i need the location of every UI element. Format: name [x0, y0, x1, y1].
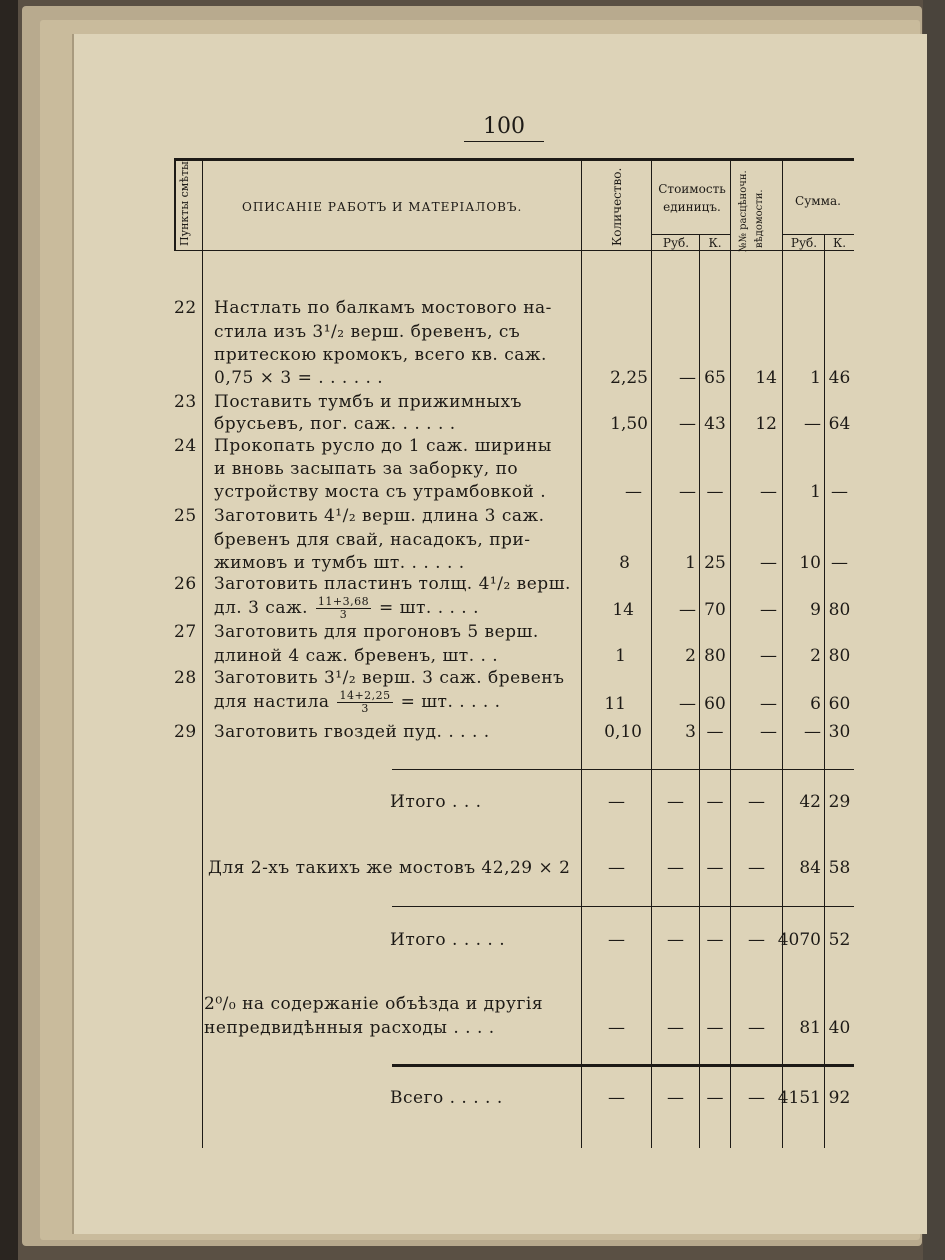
header-sum-kop: К.	[832, 236, 847, 250]
sum-kop-value: —	[831, 553, 848, 573]
sum-kop-value: 60	[828, 694, 851, 714]
sum-rub-value: 1	[810, 482, 821, 502]
unit-rub-value: —	[679, 368, 696, 388]
header-sum: Сумма.	[795, 194, 841, 208]
total-label-line: непредвидѣнныя расходы . . . .	[204, 1018, 495, 1038]
document-page	[72, 34, 927, 1234]
sum-rub-value: —	[804, 414, 821, 434]
unit-kop-value: —	[706, 930, 724, 950]
row-description-line: Настлать по балкамъ мостового на-	[214, 298, 552, 318]
unit-rub-value: —	[679, 482, 696, 502]
sum-rub-value: 2	[810, 646, 821, 666]
total-label: Итого . . .	[390, 792, 482, 812]
unit-rub-value: —	[667, 858, 684, 878]
ref-value: —	[748, 792, 765, 812]
row-description-line: длиной 4 саж. бревенъ, шт. . .	[214, 646, 499, 666]
row-description-line: бревенъ для свай, насадокъ, при-	[214, 530, 531, 550]
header-ref-line2: вѣдомости.	[754, 189, 765, 248]
quantity-value: 1	[615, 646, 626, 666]
ref-value: —	[760, 553, 777, 573]
ref-value: 12	[755, 414, 777, 434]
unit-kop-value: 80	[704, 646, 726, 666]
totals-separator-1	[392, 769, 854, 770]
unit-kop-value: —	[706, 858, 724, 878]
sum-kop-value: 92	[828, 1088, 851, 1108]
unit-rub-value: —	[679, 600, 696, 620]
unit-rub-value: —	[667, 1018, 684, 1038]
unit-kop-value: —	[706, 482, 724, 502]
row-description-line: притескою кромокъ, всего кв. саж.	[214, 345, 547, 365]
quantity-value: —	[608, 1088, 625, 1108]
sum-kop-value: 58	[828, 858, 851, 878]
quantity-value: 11	[604, 694, 626, 714]
fraction	[337, 690, 392, 715]
unit-rub-value: 3	[685, 722, 696, 742]
sum-kop-value: 46	[828, 368, 851, 388]
quantity-value: 0,10	[604, 722, 642, 742]
header-unit-rub: Руб.	[662, 236, 690, 250]
sum-rub-value: 1	[810, 368, 821, 388]
unit-kop-value: 25	[704, 553, 726, 573]
unit-kop-value: —	[706, 722, 724, 742]
unit-rub-value: —	[679, 414, 696, 434]
ref-value: —	[760, 600, 777, 620]
row-description-tail: = шт. . . . .	[379, 598, 480, 618]
row-description-line: Заготовить 3¹/₂ верш. 3 саж. бревенъ	[214, 668, 565, 688]
sum-rub-value: 84	[799, 858, 821, 878]
row-description-line: и вновь засыпать за заборку, по	[214, 459, 519, 479]
total-label: Для 2-хъ такихъ же мостовъ 42,29 × 2	[208, 858, 571, 878]
sum-kop-value: 40	[828, 1018, 851, 1038]
total-label: Итого . . . . .	[390, 930, 506, 950]
total-label-line: 2⁰/₀ на содержаніе объѣзда и другія	[204, 994, 544, 1014]
sum-kop-value: 64	[828, 414, 851, 434]
unit-kop-value: —	[706, 1088, 724, 1108]
ref-value: —	[760, 694, 777, 714]
row-number: 23	[174, 392, 197, 412]
sum-kop-value: 29	[828, 792, 851, 812]
quantity-value: —	[608, 858, 625, 878]
unit-rub-value: —	[667, 930, 684, 950]
ref-value: —	[748, 1088, 765, 1108]
table-left-border	[174, 158, 176, 251]
fraction-denominator: 3	[339, 608, 348, 621]
quantity-value: —	[625, 482, 642, 502]
sum-rub-value: 4151	[777, 1088, 821, 1108]
quantity-value: —	[608, 792, 625, 812]
ref-value: 14	[755, 368, 777, 388]
unit-kop-value: 65	[704, 368, 726, 388]
quantity-value: 8	[619, 553, 630, 573]
ref-value: —	[748, 930, 765, 950]
totals-separator-3	[392, 1064, 854, 1067]
fraction-denominator: 3	[361, 702, 369, 715]
header-ref-line1: №№ расцѣночн.	[738, 170, 749, 252]
row-number: 24	[174, 436, 197, 456]
unit-kop-value: —	[706, 792, 724, 812]
row-description-text: дл. 3 саж.	[214, 598, 308, 618]
sum-rub-value: 81	[799, 1018, 821, 1038]
row-number: 28	[174, 668, 197, 688]
unit-kop-value: —	[706, 1018, 724, 1038]
unit-kop-value: 43	[704, 414, 726, 434]
row-description-line: Заготовить гвоздей пуд. . . . .	[214, 722, 490, 742]
fraction	[316, 596, 371, 621]
sum-kop-value: 80	[828, 646, 851, 666]
totals-separator-2	[392, 906, 854, 907]
row-description-line: Заготовить пластинъ толщ. 4¹/₂ верш.	[214, 574, 571, 594]
unit-rub-value: —	[667, 1088, 684, 1108]
row-number: 26	[174, 574, 197, 594]
ref-value: —	[748, 1018, 765, 1038]
header-sum-rub: Руб.	[790, 236, 818, 250]
sum-rub-value: 42	[799, 792, 821, 812]
row-number: 29	[174, 722, 197, 742]
row-description-line: Заготовить 4¹/₂ верш. длина 3 саж.	[214, 506, 545, 526]
header-unit-cost: Стоимость единицъ.	[658, 182, 726, 214]
row-description-line: устройству моста съ утрамбовкой .	[214, 482, 547, 502]
unit-rub-value: —	[679, 694, 696, 714]
sum-rub-value: —	[804, 722, 821, 742]
quantity-value: —	[608, 930, 625, 950]
table-top-border	[174, 158, 854, 161]
header-items: Пункты смѣты	[178, 161, 191, 246]
unit-kop-value: 70	[704, 600, 726, 620]
row-description-line: Поставить тумбъ и прижимныхъ	[214, 392, 522, 412]
sum-rub-value: 6	[810, 694, 821, 714]
row-description-tail: = шт. . . . .	[400, 692, 501, 712]
row-description-line: Прокопать русло до 1 саж. ширины	[214, 436, 552, 456]
fraction-numerator: 14+2,25	[339, 689, 391, 702]
sum-rub-value: 10	[799, 553, 821, 573]
row-description-line: брусьевъ, пог. саж. . . . . .	[214, 414, 456, 434]
page-number: 100	[464, 114, 544, 142]
header-bottom-border	[174, 250, 854, 251]
header-quantity: Количество.	[610, 167, 624, 246]
sum-kop-value: 80	[828, 600, 851, 620]
row-description-line: Заготовить для прогоновъ 5 верш.	[214, 622, 539, 642]
quantity-value: —	[608, 1018, 625, 1038]
sum-subheader-line	[782, 234, 854, 235]
row-description-line: стила изъ 3¹/₂ верш. бревенъ, съ	[214, 322, 521, 342]
unit-rub-value: 1	[685, 553, 696, 573]
ref-value: —	[760, 646, 777, 666]
row-description-line	[214, 596, 479, 621]
sum-rub-value: 9	[810, 600, 821, 620]
sum-kop-value: 52	[828, 930, 851, 950]
row-description-line: 0,75 × 3 = . . . . . .	[214, 368, 384, 388]
unit-rub-value: 2	[685, 646, 696, 666]
quantity-value: 1,50	[610, 414, 648, 434]
row-description-line: жимовъ и тумбъ шт. . . . . .	[214, 553, 465, 573]
unit-rub-value: —	[667, 792, 684, 812]
col-divider-items	[202, 158, 203, 1148]
unit-kop-value: 60	[704, 694, 726, 714]
ref-value: —	[748, 858, 765, 878]
unit-subheader-line	[651, 234, 730, 235]
row-number: 25	[174, 506, 197, 526]
sum-kop-value: 30	[828, 722, 851, 742]
ref-value: —	[760, 482, 777, 502]
sum-rub-value: 4070	[777, 930, 821, 950]
row-description-text: для настила	[214, 692, 330, 712]
sum-kop-value: —	[831, 482, 848, 502]
grand-total-label: Всего . . . . .	[390, 1088, 503, 1108]
header-unit-kop: К.	[708, 236, 722, 250]
row-description-line	[214, 690, 501, 715]
quantity-value: 2,25	[610, 368, 648, 388]
row-number: 27	[174, 622, 197, 642]
quantity-value: 14	[612, 600, 634, 620]
header-description: ОПИСАНІЕ РАБОТЪ И МАТЕРІАЛОВЪ.	[242, 200, 523, 214]
ref-value: —	[760, 722, 777, 742]
fraction-numerator: 11+3,68	[317, 595, 370, 608]
row-number: 22	[174, 298, 197, 318]
